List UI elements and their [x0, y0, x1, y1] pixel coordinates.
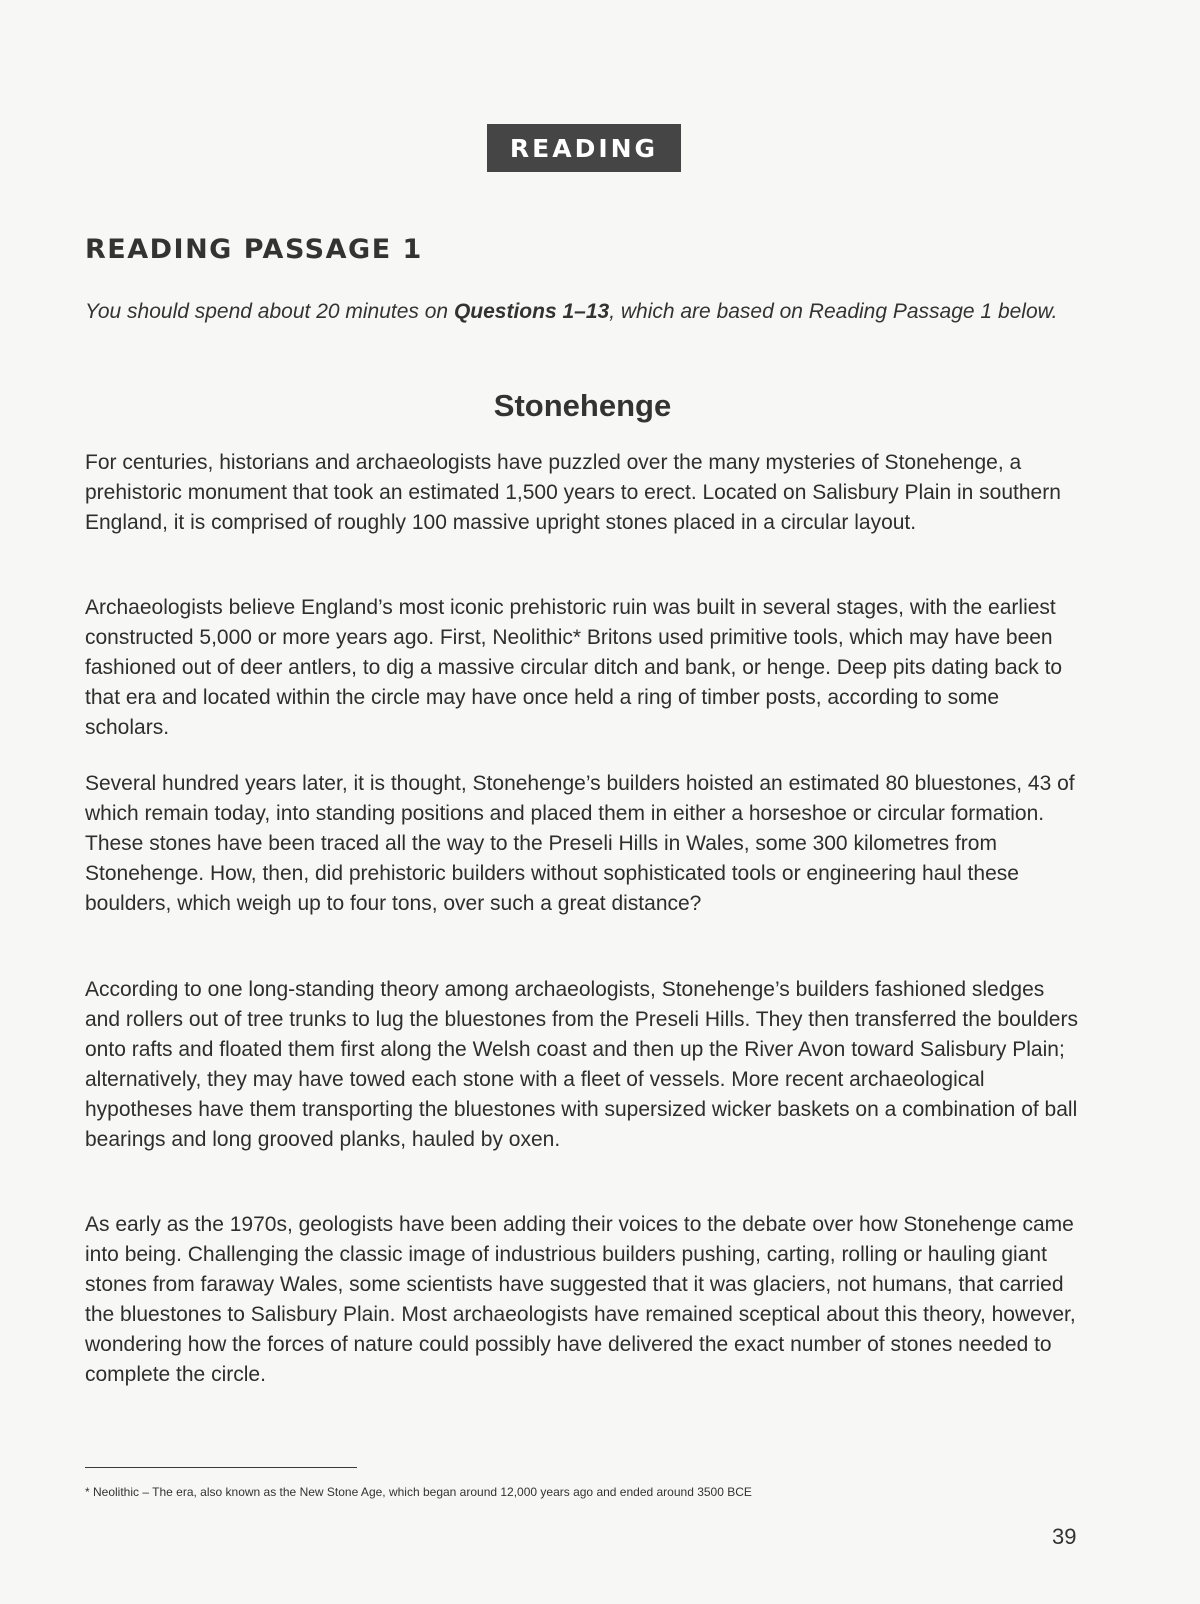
passage-heading: READING PASSAGE 1	[85, 234, 423, 265]
instructions-before: You should spend about 20 minutes on	[85, 300, 454, 323]
paragraph-1: For centuries, historians and archaeologists have puzzled over the many mysteries of Stonehenge, a prehistoric monument that took an estimated 1,500 years to erect. Located on Salisbury Plain in southern England, it is comprised of roughly 100 massive upright stones placed in a circular layout.	[85, 451, 1061, 534]
page-number: 39	[1052, 1524, 1077, 1549]
article-title: Stonehenge	[493, 388, 672, 423]
footnote: * Neolithic – The era, also known as the New Stone Age, which began around 12,000 years ago and ended around 3500 BCE	[85, 1485, 752, 1499]
paragraph-4: According to one long-standing theory among archaeologists, Stonehenge’s builders fashioned sledges and rollers out of tree trunks to lug the bluestones from the Preseli Hills. They then transferred the boulders onto rafts and floated them first along the Welsh coast and then up the River Avon toward Salisbury Plain; alternatively, they may have towed each stone with a fleet of vessels. More recent archaeological hypotheses have them transporting the bluestones with supersized wicker baskets on a combination of ball bearings and long grooved planks, hauled by oxen.	[85, 978, 1078, 1151]
paragraph-2: Archaeologists believe England’s most iconic prehistoric ruin was built in several stages, with the earliest constructed 5,000 or more years ago. First, Neolithic* Britons used primitive tools, which may have been fashioned out of deer antlers, to dig a massive circular ditch and bank, or henge. Deep pits dating back to that era and located within the circle may have once held a ring of timber posts, according to some scholars.	[85, 596, 1063, 739]
paragraph-5: As early as the 1970s, geologists have been adding their voices to the debate over how Stonehenge came into being. Challenging the classic image of industrious builders pushing, carting, rolling or hauling giant stones from faraway Wales, some scientists have suggested that it was glaciers, not humans, that carried the bluestones to Salisbury Plain. Most archaeologists have remained sceptical about this theory, however, wondering how the forces of nature could possibly have delivered the exact number of stones needed to complete the circle.	[85, 1213, 1076, 1386]
footnote-divider	[85, 1467, 357, 1468]
instructions-questions: Questions 1–13	[453, 300, 610, 323]
instructions	[85, 297, 1075, 327]
section-banner: READING	[487, 124, 681, 172]
instructions-after: , which are based on Reading Passage 1 below.	[609, 300, 1058, 323]
paragraph-3: Several hundred years later, it is thought, Stonehenge’s builders hoisted an estimated 80 bluestones, 43 of which remain today, into standing positions and placed them in either a horseshoe or circular formation. These stones have been traced all the way to the Preseli Hills in Wales, some 300 kilometres from Stonehenge. How, then, did prehistoric builders without sophisticated tools or engineering haul these boulders, which weigh up to four tons, over such a great distance?	[85, 772, 1075, 915]
